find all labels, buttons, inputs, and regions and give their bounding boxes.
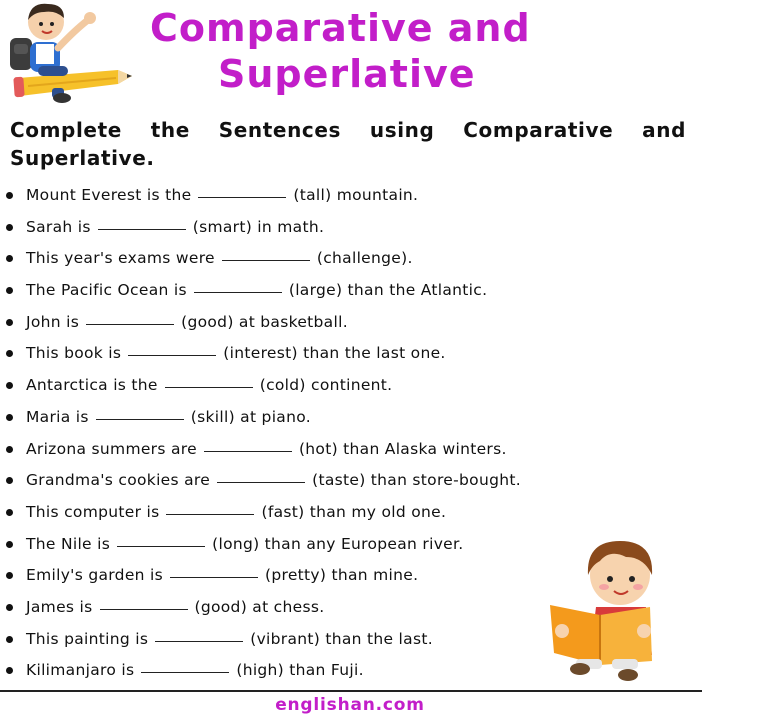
- sentence-end: (taste) than store-bought.: [312, 471, 521, 490]
- bullet-icon: [6, 667, 13, 674]
- sentence-end: (skill) at piano.: [190, 407, 311, 426]
- sentence-start: Mount Everest is the: [26, 186, 192, 204]
- sentence-item: [0, 434, 521, 466]
- answer-blank: [194, 274, 282, 293]
- bullet-icon: [6, 541, 13, 548]
- sentence-item: [0, 655, 521, 687]
- answer-blank: [86, 306, 174, 325]
- sentence-item: [0, 370, 521, 402]
- sentence-start: The Pacific Ocean is: [26, 281, 187, 300]
- sentence-item: [0, 560, 521, 592]
- answer-blank: [217, 464, 305, 483]
- answer-blank: [98, 211, 186, 230]
- bullet-icon: [6, 477, 13, 484]
- bullet-icon: [6, 319, 13, 326]
- sentence-end: (pretty) than mine.: [265, 566, 419, 585]
- sentence-end: (cold) continent.: [259, 376, 393, 395]
- bullet-icon: [6, 414, 13, 421]
- answer-blank: [100, 591, 188, 610]
- sentence-item: [0, 275, 521, 307]
- footer-site-name: englishan.com: [275, 695, 425, 715]
- answer-blank: [96, 401, 184, 420]
- answer-blank: [128, 337, 216, 356]
- sentence-item: [0, 180, 521, 212]
- sentence-item: [0, 243, 521, 275]
- sentence-end: (high) than Fuji.: [236, 661, 364, 680]
- bullet-icon: [6, 446, 13, 453]
- sentence-list: [0, 180, 521, 687]
- sentence-item: [0, 212, 521, 244]
- bullet-icon: [6, 287, 13, 294]
- sentence-end: (good) at basketball.: [181, 312, 348, 331]
- bullet-icon: [6, 604, 13, 611]
- sentence-end: (large) than the Atlantic.: [288, 281, 488, 300]
- sentence-end: (smart) in math.: [192, 217, 325, 236]
- sentence-item: [0, 465, 521, 497]
- bullet-icon: [6, 255, 13, 262]
- answer-blank: [222, 242, 310, 261]
- answer-blank: [204, 433, 292, 452]
- instruction-text: Complete the Sentences using Comparative and Superlative.: [10, 118, 686, 170]
- sentence-end: (hot) than Alaska winters.: [298, 439, 507, 458]
- sentence-end: (fast) than my old one.: [261, 502, 447, 521]
- page-title-line-2: Superlative: [218, 52, 476, 96]
- sentence-start: Kilimanjaro is: [26, 661, 135, 680]
- bullet-icon: [6, 192, 13, 199]
- sentence-end: (challenge).: [316, 249, 413, 268]
- boy-reading-book-icon: [540, 535, 690, 685]
- sentence-end: (vibrant) than the last.: [250, 629, 433, 648]
- answer-blank: [165, 369, 253, 388]
- bullet-icon: [6, 572, 13, 579]
- sentence-start: This painting is: [26, 629, 149, 648]
- sentence-item: [0, 338, 521, 370]
- answer-blank: [198, 179, 286, 198]
- answer-blank: [117, 528, 205, 547]
- sentence-start: John is: [26, 312, 80, 331]
- answer-blank: [166, 496, 254, 515]
- bullet-icon: [6, 382, 13, 389]
- answer-blank: [155, 623, 243, 642]
- sentence-start: Antarctica is the: [26, 376, 158, 395]
- sentence-start: James is: [26, 597, 93, 616]
- answer-blank: [170, 559, 258, 578]
- sentence-start: Sarah is: [26, 217, 91, 236]
- sentence-end: (long) than any European river.: [212, 534, 464, 553]
- sentence-end: (tall) mountain.: [293, 186, 419, 204]
- sentence-start: This book is: [26, 344, 122, 363]
- sentence-item: [0, 529, 521, 561]
- bullet-icon: [6, 509, 13, 516]
- bullet-icon: [6, 224, 13, 231]
- boy-riding-pencil-icon: [0, 0, 150, 110]
- sentence-start: Arizona summers are: [26, 439, 197, 458]
- sentence-item: [0, 307, 521, 339]
- sentence-end: (interest) than the last one.: [223, 344, 446, 363]
- sentence-start: Grandma's cookies are: [26, 471, 211, 490]
- sentence-item: [0, 592, 521, 624]
- sentence-start: This year's exams were: [26, 249, 215, 268]
- sentence-end: (good) at chess.: [194, 597, 325, 616]
- sentence-start: This computer is: [26, 502, 160, 521]
- bullet-icon: [6, 636, 13, 643]
- sentence-start: The Nile is: [26, 534, 111, 553]
- sentence-start: Emily's garden is: [26, 566, 163, 585]
- sentence-item: [0, 402, 521, 434]
- bullet-icon: [6, 350, 13, 357]
- sentence-start: Maria is: [26, 407, 89, 426]
- sentence-item: [0, 497, 521, 529]
- answer-blank: [141, 654, 229, 673]
- sentence-item: [0, 624, 521, 656]
- page-title-line-1: Comparative and: [150, 6, 531, 50]
- footer-divider: [0, 690, 702, 692]
